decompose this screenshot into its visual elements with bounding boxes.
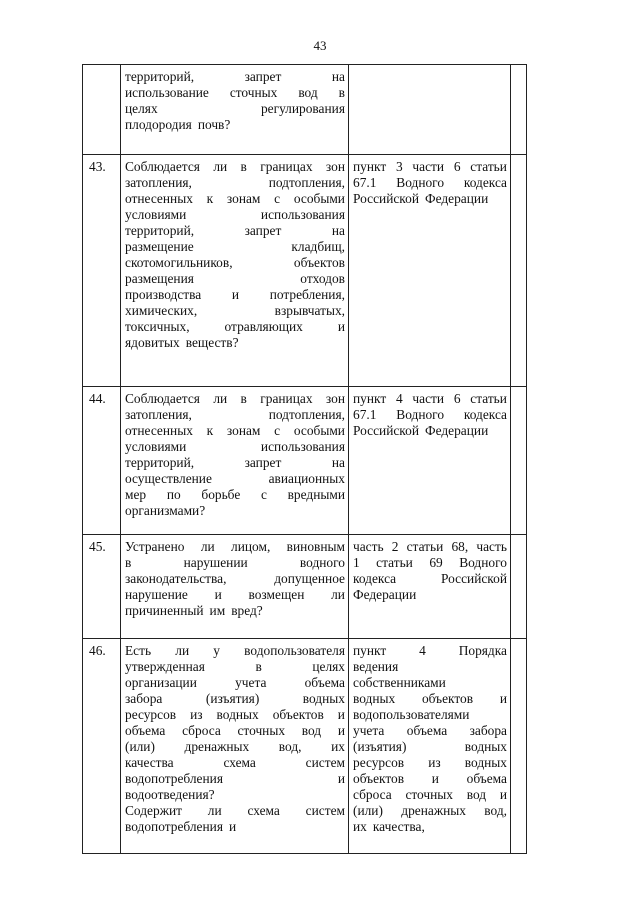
reference-cell — [349, 639, 511, 854]
question-line: территорий, запрет на — [125, 455, 345, 470]
mark-cell — [511, 387, 527, 535]
question-line: Соблюдается ли в границах зон — [125, 159, 345, 174]
reference-line: учета объема забора — [353, 723, 507, 738]
question-cell — [121, 639, 349, 854]
reference-line: собственниками — [353, 675, 446, 690]
question-line: территорий, запрет на — [125, 69, 345, 84]
reference-line: Российской Федерации — [353, 423, 489, 438]
mark-cell — [511, 155, 527, 387]
question-line: Соблюдается ли в границах зон — [125, 391, 345, 406]
table-row — [83, 639, 527, 854]
row-number: 45. — [83, 535, 121, 639]
table-row — [83, 155, 527, 387]
reference-line: 1 статьи 69 Водного — [353, 555, 507, 570]
question-line: законодательства, допущенное — [125, 571, 345, 586]
question-line: качества схема систем — [125, 755, 345, 770]
question-line: организмами? — [125, 503, 206, 518]
question-line: затопления, подтопления, — [125, 175, 345, 190]
question-line: Устранено ли лицом, виновным — [125, 539, 345, 554]
question-line: объема сброса сточных вод и — [125, 723, 345, 738]
question-cell — [121, 387, 349, 535]
question-cell — [121, 65, 349, 155]
question-line: осуществление авиационных — [125, 471, 345, 486]
reference-line: кодекса Российской — [353, 571, 507, 586]
reference-cell — [349, 387, 511, 535]
reference-line: (или) дренажных вод, — [353, 803, 507, 818]
question-line: Есть ли у водопользователя — [125, 643, 345, 658]
reference-line: их качества, — [353, 819, 425, 834]
page-number: 43 — [313, 38, 327, 53]
reference-line: водных объектов и — [353, 691, 507, 706]
question-line: причиненный им вред? — [125, 603, 263, 618]
question-line: условиями использования — [125, 207, 345, 222]
question-line: затопления, подтопления, — [125, 407, 345, 422]
mark-cell — [511, 639, 527, 854]
row-number — [83, 65, 121, 155]
row-number: 46. — [83, 639, 121, 854]
checklist-table — [82, 64, 527, 854]
reference-line: ведения — [353, 659, 399, 674]
mark-cell — [511, 535, 527, 639]
question-line: скотомогильников, объектов — [125, 255, 345, 270]
row-number: 44. — [83, 387, 121, 535]
question-line: водопотребления и — [125, 771, 345, 786]
reference-line: пункт 3 части 6 статьи — [353, 159, 507, 174]
reference-line: часть 2 статьи 68, часть — [353, 539, 507, 554]
question-line: токсичных, отравляющих и — [125, 319, 345, 334]
reference-line: 67.1 Водного кодекса — [353, 175, 507, 190]
reference-line: водопользователями — [353, 707, 470, 722]
question-line: ресурсов из водных объектов и — [125, 707, 345, 722]
question-line: отнесенных к зонам с особыми — [125, 423, 345, 438]
table-row — [83, 535, 527, 639]
reference-line: (изъятия) водных — [353, 739, 507, 754]
question-line: (или) дренажных вод, их — [125, 739, 345, 754]
reference-line: пункт 4 части 6 статьи — [353, 391, 507, 406]
reference-line: пункт 4 Порядка — [353, 643, 507, 658]
question-line: организации учета объема — [125, 675, 345, 690]
question-line: мер по борьбе с вредными — [125, 487, 345, 502]
question-line: отнесенных к зонам с особыми — [125, 191, 345, 206]
question-line: Содержит ли схема систем — [125, 803, 345, 818]
question-line: размещения отходов — [125, 271, 345, 286]
reference-line: Российской Федерации — [353, 191, 489, 206]
question-line: нарушение и возмещен ли — [125, 587, 345, 602]
question-line: забора (изъятия) водных — [125, 691, 345, 706]
question-line: размещение кладбищ, — [125, 239, 345, 254]
question-cell — [121, 535, 349, 639]
question-cell — [121, 155, 349, 387]
question-line: утвержденная в целях — [125, 659, 345, 674]
reference-cell — [349, 65, 511, 155]
mark-cell — [511, 65, 527, 155]
row-number: 43. — [83, 155, 121, 387]
reference-cell — [349, 155, 511, 387]
question-line: территорий, запрет на — [125, 223, 345, 238]
question-line: условиями использования — [125, 439, 345, 454]
reference-line: ресурсов из водных — [353, 755, 507, 770]
table-body — [83, 65, 527, 854]
question-line: плодородия почв? — [125, 117, 231, 132]
reference-cell — [349, 535, 511, 639]
reference-line: Федерации — [353, 587, 417, 602]
question-line: целях регулирования — [125, 101, 345, 116]
question-line: использование сточных вод в — [125, 85, 345, 100]
question-line: в нарушении водного — [125, 555, 345, 570]
table-row — [83, 387, 527, 535]
table-row — [83, 65, 527, 155]
reference-line: сброса сточных вод и — [353, 787, 507, 802]
question-line: химических, взрывчатых, — [125, 303, 345, 318]
question-line: водоотведения? — [125, 787, 215, 802]
question-line: ядовитых веществ? — [125, 335, 239, 350]
question-line: водопотребления и — [125, 819, 237, 834]
reference-line: 67.1 Водного кодекса — [353, 407, 507, 422]
question-line: производства и потребления, — [125, 287, 345, 302]
reference-line: объектов и объема — [353, 771, 507, 786]
